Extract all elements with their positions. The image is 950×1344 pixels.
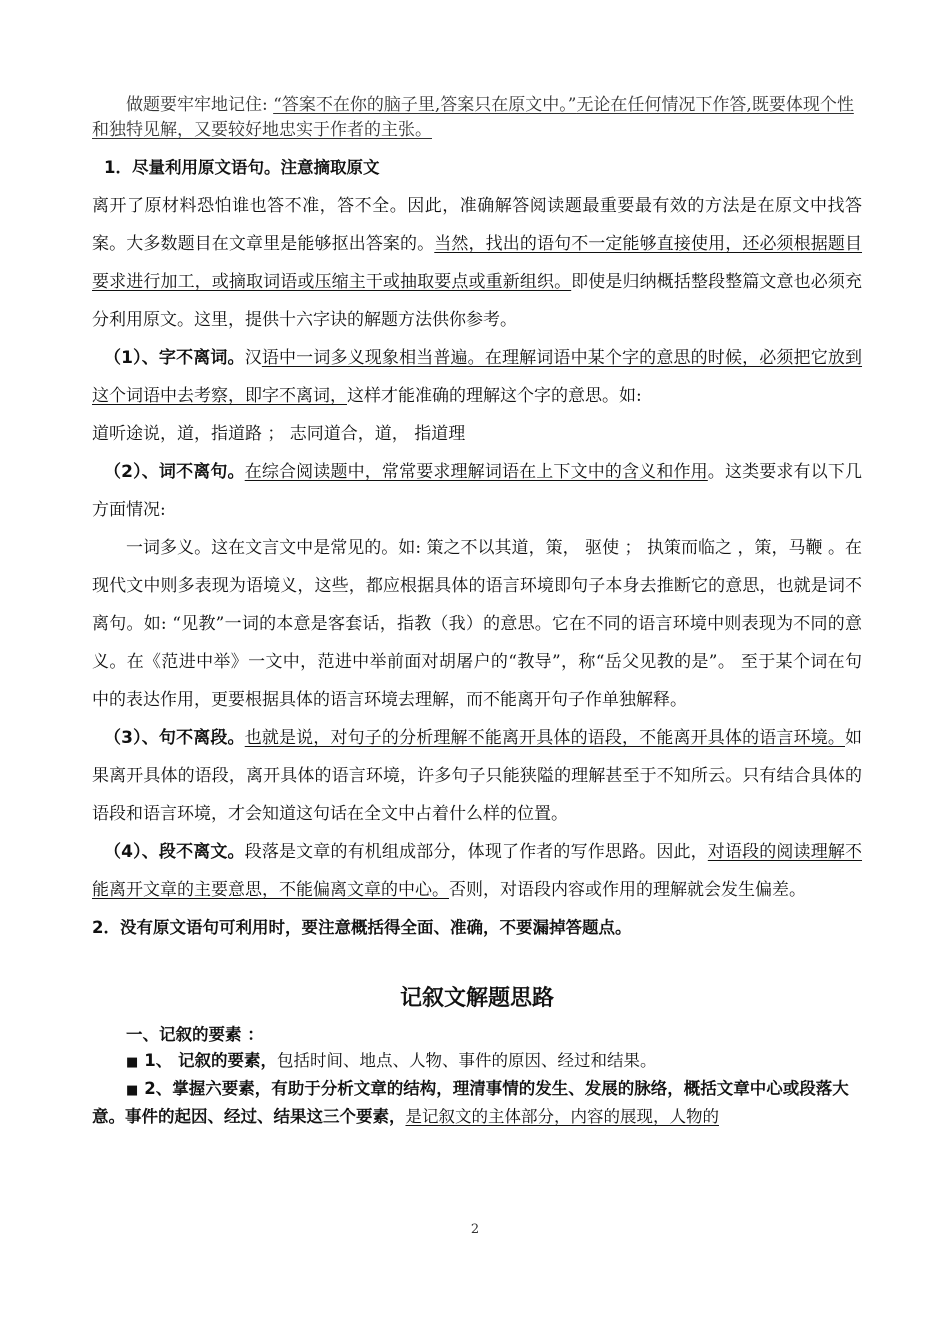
p1-text-c: 即使是归纳概括整段整篇文意也必须充分利用原文。这里，提供十六字诀的解题方法供你参考。 bbox=[92, 272, 863, 330]
section-3-text-b: 如果离开具体的语段，离开具体的语言环境，许多句子只能狭隘的理解甚至于不知所云。只有结合具体的语段和语言环境，才会知道这句话在全文中占着什么样的位置。 bbox=[92, 728, 862, 824]
subsection-heading: 一、记叙的要素 ： bbox=[126, 1025, 264, 1044]
intro-quote: “答案不在你的脑子里,答案只在原文中。” bbox=[273, 95, 577, 115]
section-1-label: （1）、字不离词。 bbox=[104, 348, 245, 368]
page-number: 2 bbox=[470, 1222, 480, 1237]
p1-underlined: 当然，找出的语句不一定能够直接使用，还必须根据题目要求进行加工，或摘取词语或压缩主干或抽取要点或重新组织。 bbox=[92, 234, 863, 292]
intro-paragraph bbox=[92, 93, 862, 143]
bullet-2-underlined: 是记叙文的主体部分，内容的展现，人物的 bbox=[405, 1107, 719, 1126]
bullet-item-2 bbox=[92, 1076, 862, 1130]
bullet-1-label: 1、 记叙的要素， bbox=[144, 1051, 278, 1070]
section-title: 记叙文解题思路 bbox=[399, 986, 554, 1011]
section-2-paragraph: 一词多义。这在文言文中是常见的。如: 策之不以其道，策， 驱使 ； 执策而临之 ，策，马鞭 。在现代文中则多表现为语境义，这些，都应根据具体的语言环境即句子本身去推断它的意思，也就是词不离句。如: “见教”一词的本意是客套话，指教（我）的意思。它在不同的语言环境中则表现为不同的意义。在《范进中举》一文中，范进中举前面对胡屠户的“教导”，称“岳父见教的是”。 至于某个词在句中的表达作用，更要根据具体的语言环境去理解，而不能离开句子作单独解释。 bbox=[92, 538, 862, 710]
section-2-text-b: 。这类要求有以下几方面情况: bbox=[92, 462, 863, 520]
bullet-2-text: 有助于分析文章的结构，理清事情的发生、发展的脉络，概括文章中心或段落大意。 bbox=[92, 1079, 849, 1126]
section-2 bbox=[92, 453, 862, 529]
section-1-text-c: 这样才能准确的理解这个字的意思。如: bbox=[347, 386, 642, 406]
section-4 bbox=[92, 833, 862, 909]
section-3 bbox=[92, 719, 862, 833]
section-3-underlined: 也就是说，对句子的分析理解不能离开具体的语段，不能离开具体的语言环境。 bbox=[244, 728, 845, 748]
intro-lead: 做题要牢牢地记住: bbox=[126, 95, 274, 115]
section-2-label: （2）、词不离句。 bbox=[104, 462, 245, 482]
section-4-label: （4）、段不离文。 bbox=[104, 842, 245, 862]
heading-1: 1．尽量利用原文语句。注意摘取原文 bbox=[104, 158, 380, 177]
section-4-text-a: 段落是文章的有机组成部分，体现了作者的写作思路。因此， bbox=[244, 842, 708, 862]
bullet-2-label: 2、掌握六要素， bbox=[144, 1079, 272, 1098]
section-1-text-a: 汉 bbox=[244, 348, 262, 368]
bullet-item-1 bbox=[92, 1048, 862, 1076]
page-content bbox=[92, 93, 862, 1130]
heading-2: 2．没有原文语句可利用时，要注意概括得全面、准确，不要漏掉答题点。 bbox=[92, 918, 632, 937]
bullet-icon: ■ bbox=[126, 1083, 139, 1098]
section-1-underlined: 语中一词多义现象相当普遍。在理解词语中某个字的意思的时候，必须把它放到这个词语中去考察，即字不离词， bbox=[92, 348, 863, 406]
section-3-label: （3）、句不离段。 bbox=[104, 728, 245, 748]
intro-rest: 无论在任何情况下作答,既要体现个性和独特见解，又要较好地忠实于作者的主张。 bbox=[92, 95, 854, 140]
paragraph-1 bbox=[92, 187, 862, 339]
section-4-underlined: 对语段的阅读理解不能离开文章的主要意思，不能偏离文章的中心。 bbox=[92, 842, 863, 900]
section-4-text-c: 否则，对语段内容或作用的理解就会发生偏差。 bbox=[449, 880, 806, 900]
bullet-icon: ■ bbox=[126, 1055, 139, 1070]
section-1-example: 道听途说，道，指道路 ； 志同道合，道， 指道理 bbox=[92, 424, 466, 444]
bullet-2-label-2: 事件的起因、经过、结果这三个要素， bbox=[125, 1107, 406, 1126]
p1-text-a: 离开了原材料恐怕谁也答不准，答不全。因此，准确解答阅读题最重要最有效的方法是在原文中找答案。大多数题目在文章里是能够抠出答案的。 bbox=[92, 196, 862, 254]
section-2-underlined: 在综合阅读题中，常常要求理解词语在上下文中的含义和作用 bbox=[244, 462, 708, 482]
bullet-1-text: 包括时间、地点、人物、事件的原因、经过和结果。 bbox=[277, 1051, 657, 1070]
section-1 bbox=[92, 339, 862, 415]
